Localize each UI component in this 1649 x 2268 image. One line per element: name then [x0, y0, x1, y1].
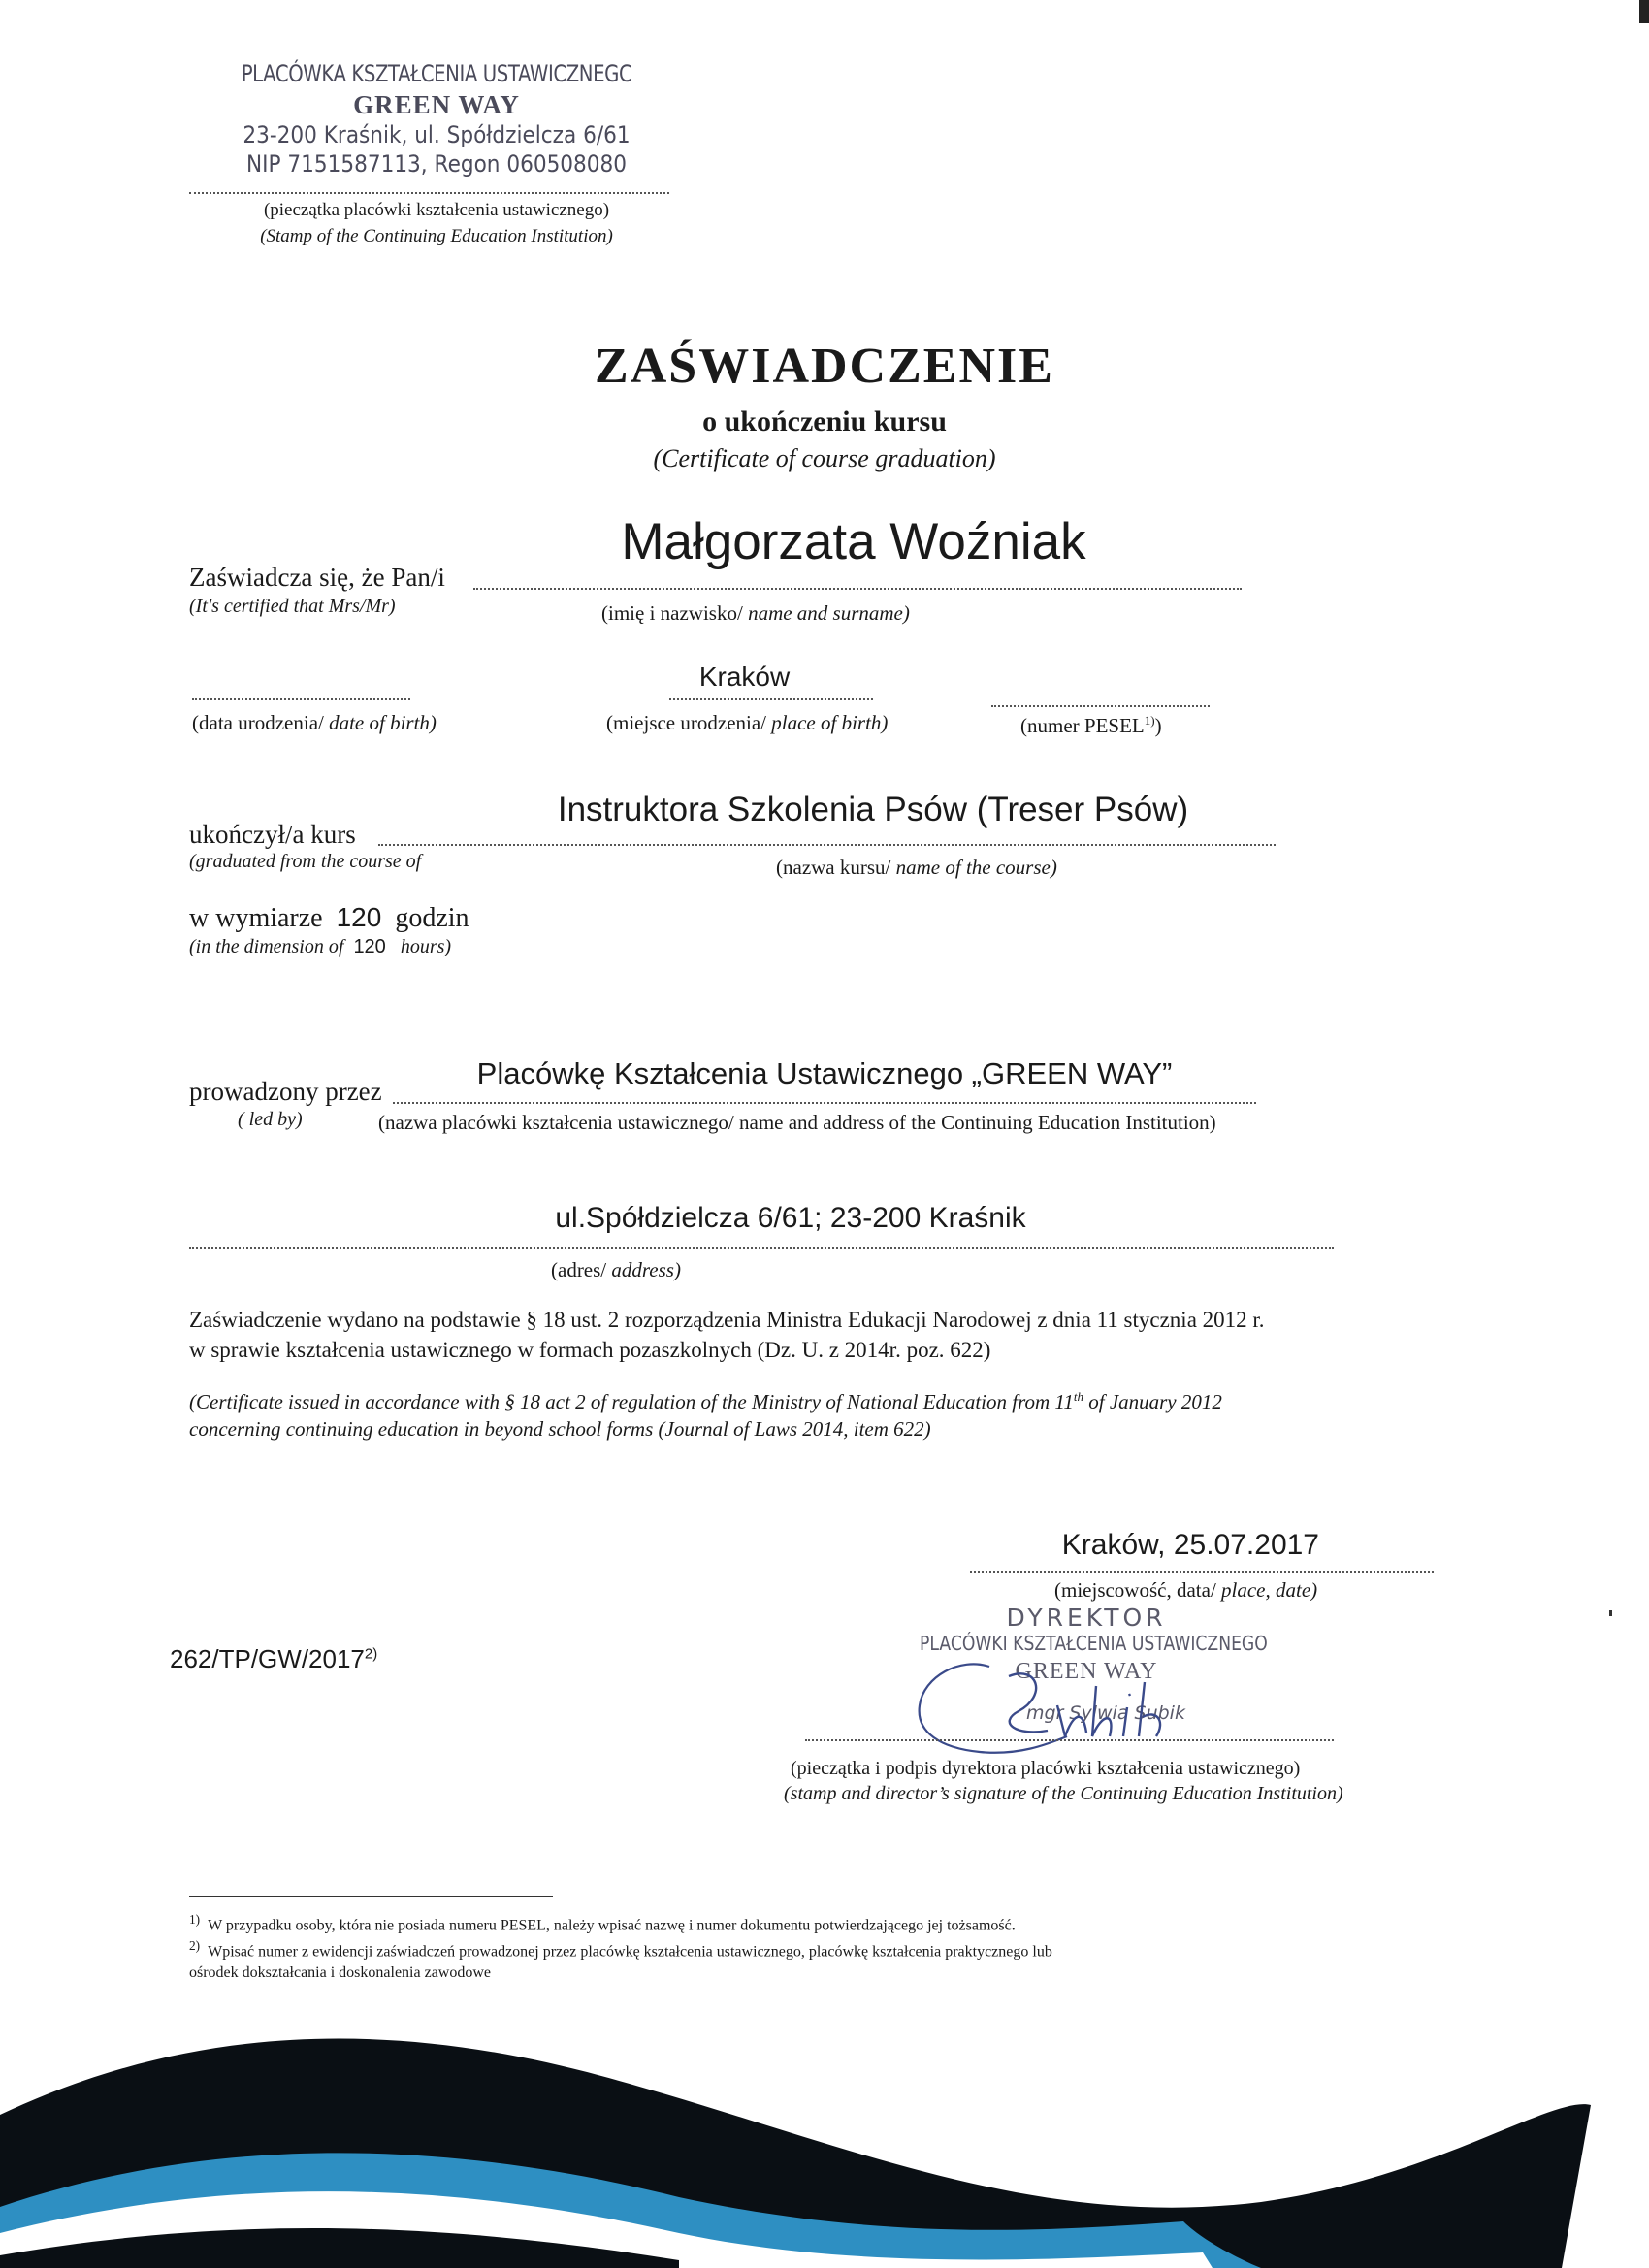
- issue-dotted-line: [970, 1571, 1434, 1573]
- director-stamp-line-1: DYREKTOR: [1006, 1604, 1167, 1632]
- name-caption: (imię i nazwisko/ name and surname): [601, 601, 910, 625]
- course-name: Instruktora Szkolenia Psów (Treser Psów): [557, 791, 1189, 828]
- issue-caption: (miejscowość, data/ place, date): [1054, 1578, 1318, 1602]
- birth-date-caption: (data urodzenia/ date of birth): [192, 711, 436, 734]
- document-subtitle-en: (Certificate of course graduation): [653, 444, 996, 472]
- legal-basis-en: (Certificate issued in accordance with § 18 act 2 of regulation of the Ministry of National Education from 11th of January 2012 concerning continuing education in beyond school forms (Journal of Laws 2014, item 622): [189, 1389, 1222, 1442]
- institution-stamp: [184, 60, 689, 179]
- stamp-caption-pl: (pieczątka placówki kształcenia ustawicznego): [263, 200, 610, 220]
- birth-place-caption: (miejsce urodzenia/ place of birth): [606, 711, 889, 734]
- address-caption: (adres/ address): [551, 1258, 681, 1281]
- birth-date-dotted-line: [192, 698, 410, 700]
- registry-number: 262/TP/GW/2017$^{2)}$: [170, 1644, 378, 1673]
- director-stamp-line-2: PLACÓWKI KSZTAŁCENIA USTAWICZNEGO: [920, 1632, 1268, 1655]
- decorative-wave: [0, 1979, 1649, 2268]
- scan-edge-mark: [1639, 0, 1649, 23]
- person-label-en: (It's certified that Mrs/Mr): [189, 596, 396, 617]
- footnote-2: $^{2)}$ Wpisać numer z ewidencji zaświadczeń prowadzonej przez placówkę kształcenia ustawicznego, placówkę kształcenia praktycznego lub: [189, 1937, 1052, 1960]
- stamp-caption-en: (Stamp of the Continuing Education Institution): [260, 226, 613, 246]
- signature-caption-pl: (pieczątka i podpis dyrektora placówki kształcenia ustawicznego): [791, 1758, 1301, 1779]
- person-dotted-line: [473, 588, 1242, 590]
- director-signature: [902, 1647, 1203, 1773]
- institution-name: Placówkę Kształcenia Ustawicznego „GREEN WAY”: [476, 1056, 1173, 1090]
- course-dotted-line: [378, 844, 1276, 846]
- legal-basis-pl: Zaświadczenie wydano na podstawie § 18 ust. 2 rozporządzenia Ministra Edukacji Narodowej z dnia 11 stycznia 2012 r. w sprawie kształcenia ustawicznego w formach pozaszkolnych (Dz. U. z 2014r. poz. 622): [189, 1308, 1265, 1363]
- institution-dotted-line: [393, 1102, 1256, 1104]
- stamp-line-1: PLACÓWKA KSZTAŁCENIA USTAWICZNEGC: [241, 60, 632, 87]
- director-stamp-line-4: mgr Sylwia Subik: [1026, 1702, 1185, 1724]
- document-subtitle: o ukończeniu kursu: [702, 405, 947, 437]
- signature-dotted-line: [805, 1739, 1334, 1741]
- institution-label: prowadzony przez: [189, 1077, 382, 1106]
- footnote-2-cont: ośrodek dokształcania i doskonalenia zawodowe: [189, 1964, 492, 1982]
- director-stamp-line-3: GREEN WAY: [1015, 1659, 1158, 1684]
- birth-place: Kraków: [698, 662, 791, 692]
- course-caption: (nazwa kursu/ name of the course): [776, 856, 1057, 879]
- pesel-dotted-line: [991, 705, 1210, 707]
- stamp-dotted-line: [189, 192, 669, 194]
- footnotes: [189, 1911, 1052, 1985]
- person-name: Małgorzata Woźniak: [621, 513, 1086, 570]
- pesel-caption: (numer PESEL$^{1)}$): [1020, 713, 1162, 737]
- institution-caption: (nazwa placówki kształcenia ustawicznego/ name and address of the Continuing Education Institution): [378, 1111, 1216, 1134]
- course-label: ukończył/a kurs: [189, 820, 356, 849]
- course-label-en: (graduated from the course of: [189, 851, 422, 872]
- footnote-1: $^{1)}$ W przypadku osoby, która nie posiada numeru PESEL, należy wpisać nazwę i numer dokumentu potwierdzającego jej tożsamość.: [189, 1912, 1016, 1934]
- hours-value: 120: [336, 902, 382, 932]
- institution-address: ul.Spółdzielcza 6/61; 23-200 Kraśnik: [555, 1202, 1026, 1234]
- signature-caption-en: (stamp and director’s signature of the Continuing Education Institution): [784, 1783, 1343, 1804]
- issue-place-date: Kraków, 25.07.2017: [1061, 1529, 1319, 1561]
- stamp-line-4: NIP 7151587113, Regon 060508080: [245, 149, 628, 178]
- stamp-line-2: GREEN WAY: [353, 89, 520, 119]
- person-label: Zaświadcza się, że Pan/i: [189, 563, 445, 592]
- footnote-separator: [189, 1896, 553, 1897]
- hours-line-en: (in the dimension of 120 hours): [189, 936, 452, 957]
- birth-place-dotted-line: [669, 698, 873, 700]
- document-title: ZAŚWIADCZENIE: [595, 339, 1054, 394]
- scan-speck: [1609, 1610, 1612, 1616]
- hours-line: w wymiarze 120 godzin: [189, 902, 469, 933]
- institution-label-en: ( led by): [238, 1109, 303, 1130]
- address-dotted-line: [189, 1247, 1334, 1249]
- stamp-line-3: 23-200 Kraśnik, ul. Spółdzielcza 6/61: [242, 121, 630, 149]
